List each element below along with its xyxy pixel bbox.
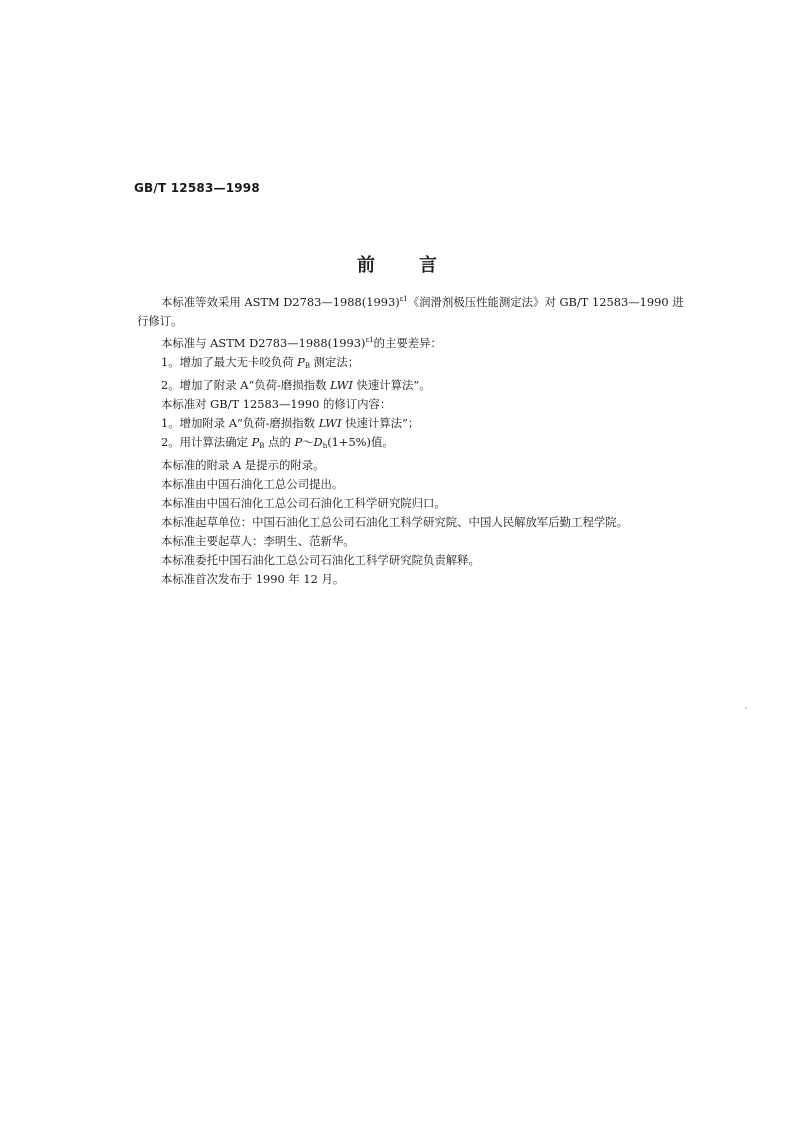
differences-text: 本标准与 ASTM D2783—1988(1993)	[161, 336, 366, 350]
epsilon-superscript: ε1	[399, 295, 408, 303]
revision-item-1: 1。增加附录 A“负荷-磨损指数 LWI 快速计算法”；	[161, 416, 420, 430]
math-variable-p: P	[251, 435, 260, 449]
adoption-text: 本标准等效采用 ASTM D2783—1988(1993)	[161, 295, 400, 309]
subscript-b: B	[304, 362, 310, 370]
paragraph-adoption-continued: 行修订。	[137, 314, 183, 328]
standard-number: GB/T 12583—1998	[134, 181, 260, 195]
paragraph-interpretation: 本标准委托中国石油化工总公司石油化工科学研究院负责解释。	[161, 553, 480, 567]
math-variable-d: D	[313, 435, 323, 449]
foreword-body	[137, 290, 684, 589]
epsilon-superscript: ε1	[365, 336, 374, 344]
paragraph-first-release: 本标准首次发布于 1990 年 12 月。	[161, 572, 345, 586]
paragraph-revisions: 本标准对 GB/T 12583—1990 的修订内容：	[161, 397, 392, 411]
paragraph-drafters: 本标准主要起草人：李明生、范新华。	[161, 534, 355, 548]
paragraph-appendix: 本标准的附录 A 是提示的附录。	[161, 458, 325, 472]
math-variable-lwi: LWI	[318, 416, 342, 430]
math-variable-p: P	[297, 355, 305, 369]
paragraph-centralizer: 本标准由中国石油化工总公司石油化工科学研究院归口。	[161, 496, 446, 510]
paragraph-differences	[137, 331, 667, 353]
difference-item-2: 2。增加了附录 A“负荷-磨损指数 LWI 快速计算法”。	[161, 378, 431, 392]
paragraph-adoption	[137, 290, 684, 312]
revision-item-2: 2。用计算法确定 $P_B$ 点的 $P\sim D_h(1+5\%)$值。	[161, 435, 394, 450]
math-variable-lwi: LWI	[330, 378, 353, 392]
math-variable-p: P	[294, 435, 303, 449]
paragraph-proposer: 本标准由中国石油化工总公司提出。	[161, 477, 344, 491]
difference-item-1: 1。增加了最大无卡咬负荷 $P_B$ 测定法；	[161, 355, 360, 370]
paragraph-drafting-units: 本标准起草单位：中国石油化工总公司石油化工科学研究院、中国人民解放军后勤工程学院。	[161, 515, 629, 529]
adoption-text-cont: 《润滑剂极压性能测定法》对 GB/T 12583—1990 进	[407, 295, 684, 309]
differences-text-cont: 的主要差异：	[373, 336, 442, 350]
subscript-h: h	[322, 442, 328, 450]
page-title: 前言	[357, 255, 481, 276]
scan-speck	[745, 707, 747, 709]
subscript-b: B	[259, 442, 265, 450]
